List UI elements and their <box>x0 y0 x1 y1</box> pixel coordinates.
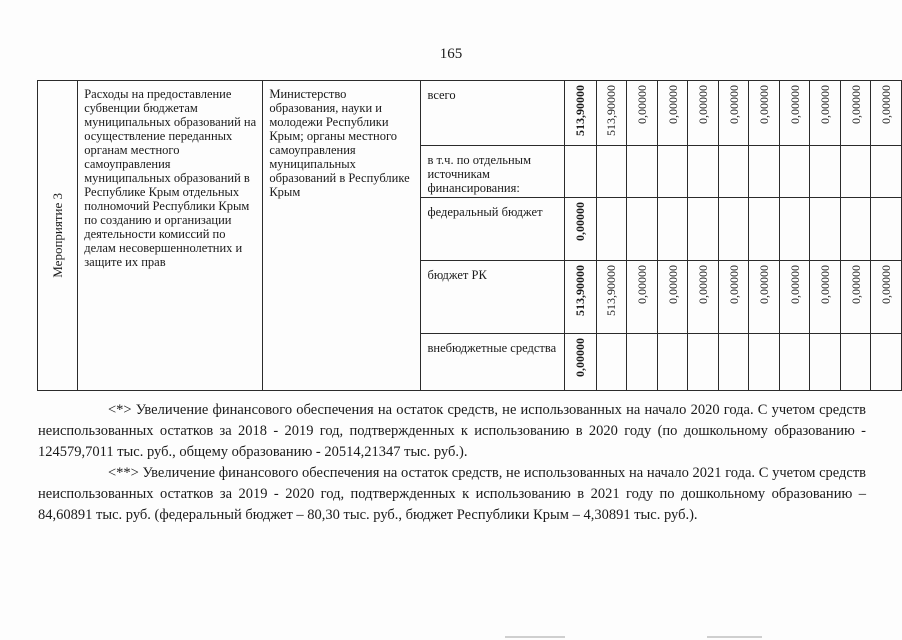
value-cell <box>810 146 841 198</box>
value-cell <box>627 146 658 198</box>
value-cell <box>565 146 596 198</box>
value-cell <box>565 198 596 261</box>
value-cell <box>657 334 688 391</box>
value-text: 0,00000 <box>757 265 772 304</box>
value-cell <box>840 146 871 198</box>
value-text: 513,90000 <box>604 85 619 136</box>
value-cell <box>810 334 841 391</box>
value-text: 0,00000 <box>726 265 741 304</box>
value-cell <box>657 146 688 198</box>
value-cell <box>718 261 749 334</box>
value-text: 0,00000 <box>696 85 711 124</box>
value-cell <box>596 81 627 146</box>
value-text: 513,90000 <box>573 265 588 316</box>
value-cell <box>779 146 810 198</box>
value-cell <box>627 81 658 146</box>
value-cell <box>688 81 719 146</box>
value-cell <box>749 261 780 334</box>
value-text: 0,00000 <box>665 265 680 304</box>
value-cell <box>657 261 688 334</box>
funding-source-label: всего <box>421 81 565 146</box>
value-text: 0,00000 <box>879 265 894 304</box>
value-text: 0,00000 <box>573 338 588 377</box>
funding-source-label: бюджет РК <box>421 261 565 334</box>
value-text: 0,00000 <box>848 85 863 124</box>
value-cell <box>718 334 749 391</box>
value-cell <box>810 81 841 146</box>
value-cell <box>749 198 780 261</box>
value-cell <box>688 261 719 334</box>
footnote-1: <*> Увеличение финансового обеспечения на остаток средств, не использованных на начало 2020 года. С учетом средств неиспользованных остатков за 2018 - 2019 год, подтвержденных к использованию в 2020 году (по дошкольному образованию - 124579,7011 тыс. руб., общему образованию - 20514,21347 тыс. руб.). <box>38 402 866 460</box>
value-text: 0,00000 <box>573 202 588 241</box>
value-text: 0,00000 <box>787 265 802 304</box>
value-cell <box>779 261 810 334</box>
value-text: 0,00000 <box>696 265 711 304</box>
value-text: 0,00000 <box>757 85 772 124</box>
value-text: 0,00000 <box>634 265 649 304</box>
financing-table <box>37 80 902 391</box>
value-cell <box>749 334 780 391</box>
footnotes <box>38 400 866 526</box>
value-cell <box>596 334 627 391</box>
value-cell <box>840 81 871 146</box>
page-number: 165 <box>439 46 463 62</box>
value-text: 0,00000 <box>818 265 833 304</box>
value-cell <box>627 334 658 391</box>
value-cell <box>840 198 871 261</box>
value-text: 0,00000 <box>726 85 741 124</box>
value-cell <box>871 334 902 391</box>
value-cell <box>596 198 627 261</box>
value-cell <box>749 81 780 146</box>
funding-source-label: в т.ч. по отдельным источникам финансирования: <box>421 146 565 198</box>
value-cell <box>688 334 719 391</box>
value-cell <box>627 198 658 261</box>
value-cell <box>565 261 596 334</box>
value-text: 0,00000 <box>879 85 894 124</box>
value-cell <box>718 198 749 261</box>
value-cell <box>810 198 841 261</box>
value-cell <box>596 261 627 334</box>
description-cell: Расходы на предоставление субвенции бюджетам муниципальных образований на осуществление переданных органам местного самоуправления муниципальных образований в Республике Крым отдельных полномочий Республики Крым по созданию и организации деятельности комиссий по делам несовершеннолетних и защите их прав <box>78 81 263 391</box>
value-text: 513,90000 <box>604 265 619 316</box>
value-cell <box>565 81 596 146</box>
footnote-2: <**> Увеличение финансового обеспечения на остаток средств, не использованных на начало 2021 года. С учетом средств неиспользованных остатков за 2019 - 2020 год, подтвержденных к использованию в 2021 году по дошкольному образованию – 84,60891 тыс. руб. (федеральный бюджет – 80,30 тыс. руб., бюджет Республики Крым – 4,30891 тыс. руб.). <box>38 465 866 523</box>
value-cell <box>779 334 810 391</box>
value-cell <box>657 198 688 261</box>
executor-cell: Министерство образования, науки и молодежи Республики Крым; органы местного самоуправления муниципальных образований в Республике Крым <box>263 81 421 391</box>
value-cell <box>840 261 871 334</box>
value-cell <box>565 334 596 391</box>
value-cell <box>871 198 902 261</box>
value-cell <box>688 146 719 198</box>
value-text: 0,00000 <box>848 265 863 304</box>
value-cell <box>718 146 749 198</box>
event-label: Мероприятие 3 <box>49 193 65 278</box>
event-cell <box>38 81 78 391</box>
value-cell <box>779 81 810 146</box>
value-text: 0,00000 <box>818 85 833 124</box>
value-cell <box>871 81 902 146</box>
value-cell <box>596 146 627 198</box>
value-text: 0,00000 <box>665 85 680 124</box>
value-cell <box>718 81 749 146</box>
funding-source-label: федеральный бюджет <box>421 198 565 261</box>
value-text: 513,90000 <box>573 85 588 136</box>
value-cell <box>749 146 780 198</box>
value-cell <box>871 146 902 198</box>
value-text: 0,00000 <box>634 85 649 124</box>
scan-artifact <box>505 636 565 638</box>
scan-artifact <box>707 636 762 638</box>
value-cell <box>840 334 871 391</box>
value-cell <box>688 198 719 261</box>
source-row <box>38 81 902 146</box>
value-cell <box>779 198 810 261</box>
value-cell <box>810 261 841 334</box>
value-cell <box>871 261 902 334</box>
value-text: 0,00000 <box>787 85 802 124</box>
value-cell <box>657 81 688 146</box>
value-cell <box>627 261 658 334</box>
funding-source-label: внебюджетные средства <box>421 334 565 391</box>
